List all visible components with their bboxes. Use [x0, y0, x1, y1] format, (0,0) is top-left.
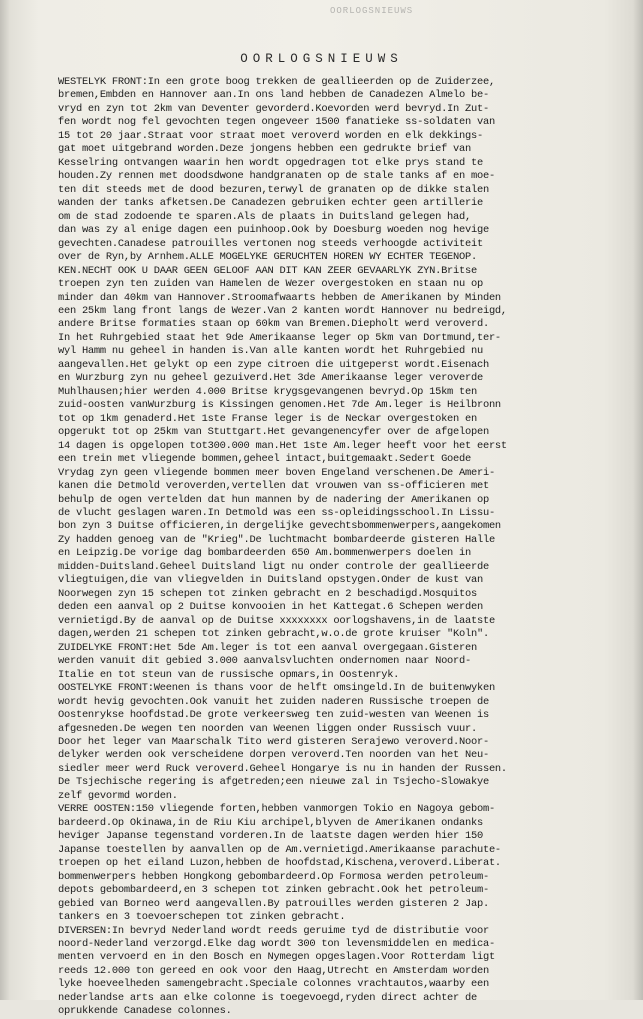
text-line: DIVERSEN:In bevryd Nederland wordt reeds geruime tyd de distributie voor [58, 924, 489, 937]
text-line: OOSTELYKE FRONT:Weenen is thans voor de helft omsingeld.In de buitenwyken [58, 682, 495, 695]
left-page-edge [0, 0, 10, 1000]
text-line: vryd en zyn tot 2km van Deventer gevorderd.Koevorden werd bevryd.In Zut- [58, 102, 489, 115]
text-line: 15 tot 20 jaar.Straat voor straat moet veroverd worden en elk dekkings- [58, 129, 483, 142]
text-line: reeds 12.000 ton gereed en ook voor den Haag,Utrecht en Amsterdam worden [58, 964, 489, 977]
text-line: vernietigd.By de aanval op de Duitse xxxxxxxx oorlogshavens,in de laatste [58, 614, 495, 627]
text-line: een trein met vliegende bommen,geheel intact,buitgemaakt.Sedert Goede [58, 453, 471, 466]
text-line: tot op 1km genaderd.Het 1ste Franse leger is de Neckar overgestoken en [58, 412, 477, 425]
text-line: Vrydag zyn geen vliegende bommen meer boven Engeland verschenen.De Ameri- [58, 466, 495, 479]
text-line: depots gebombardeerd,en 3 schepen tot zinken gebracht.Ook het petroleum- [58, 884, 489, 897]
text-line: Kesselring ontvangen waarin hen wordt opgedragen tot elke prys stand te [58, 156, 483, 169]
text-line: tankers en 3 toevoerschepen tot zinken gebracht. [58, 911, 346, 924]
text-line: In het Ruhrgebied staat het 9de Amerikaanse leger op 5km van Dortmund,ter- [58, 331, 501, 344]
text-line: wordt hevig gevochten.Ook vanuit het zuiden naderen Russische troepen de [58, 695, 489, 708]
text-line: dagen,werden 21 schepen tot zinken gebracht,w.o.de grote kruiser "Koln". [58, 628, 489, 641]
text-line: andere Britse formaties staan op 60km van Bremen.Diepholt werd veroverd. [58, 318, 489, 331]
text-line: wyl Hamm nu geheel in handen is.Van alle kanten wordt het Ruhrgebied nu [58, 345, 483, 358]
text-line: delyker werden ook verscheidene dorpen veroverd.Ten noorden van het Neu- [58, 749, 489, 762]
text-line: werden vanuit dit gebied 3.000 aanvalsvluchten ondernomen naar Noord- [58, 655, 471, 668]
text-line: kanen die Detmold veroverden,vertellen dat vrouwen van ss-officieren met [58, 480, 489, 493]
text-line: gevechten.Canadese patrouilles vertonen nog steeds verhoogde activiteit [58, 237, 483, 250]
text-line: om de stad zodoende te sparen.Als de plaats in Duitsland gelegen had, [58, 210, 471, 223]
text-line: afgesneden.De wegen ten noorden van Weenen liggen onder Russisch vuur. [58, 722, 477, 735]
text-line: Oostenrykse hoofdstad.De grote verkeersweg ten zuid-westen van Weenen is [58, 709, 489, 722]
text-line: Japanse toestellen by aanvallen op de Am.vernietigd.Amerikaanse parachute- [58, 843, 501, 856]
text-line: bremen,Embden en Hannover aan.In ons land hebben de Canadezen Almelo be- [58, 89, 489, 102]
text-line: noord-Nederland verzorgd.Elke dag wordt 300 ton levensmiddelen en medica- [58, 938, 495, 950]
text-line: midden-Duitsland.Geheel Duitsland ligt nu onder controle der geallieerde [58, 560, 489, 573]
text-line: ZUIDELYKE FRONT:Het 5de Am.leger is tot een aanval overgegaan.Gisteren [58, 641, 477, 654]
text-line: behulp de ogen vertelden dat hun mannen by de nadering der Amerikanen op [58, 493, 489, 506]
faint-header-strip: OORLOGSNIEUWS [330, 6, 414, 16]
text-line: De Tsjechische regering is afgetreden;een nieuwe zal in Tsjecho-Slowakye [58, 776, 489, 789]
text-line: ten dit steeds met de dood bezuren,terwyl de granaten op de dikke stalen [58, 183, 489, 196]
text-line: Italie en tot steun van de russische opmars,in Oostenryk. [58, 668, 400, 681]
text-line: 14 dagen is opgelopen tot300.000 man.Het 1ste Am.leger heeft voor het eerst [58, 439, 507, 452]
news-body [58, 76, 638, 1019]
text-line: troepen op het eiland Luzon,hebben de hoofdstad,Kischena,veroverd.Liberat. [58, 857, 501, 870]
text-line: WESTELYK FRONT:In een grote boog trekken de geallieerden op de Zuiderzee, [58, 76, 495, 88]
text-line: de vlucht geslagen waren.In Detmold was een ss-opleidingsschool.In Lissu- [58, 507, 495, 519]
text-line: zuid-oosten vanWurzburg is Kissingen genomen.Het 7de Am.leger is Heilbronn [58, 399, 501, 412]
text-line: Muhlhausen;hier werden 4.000 Britse krygsgevangenen bevryd.Op 15km ten [58, 385, 477, 398]
text-line: fen wordt nog fel gevochten tegen ongeveer 1500 fanatieke ss-soldaten van [58, 116, 495, 129]
text-line: Noorwegen zyn 15 schepen tot zinken gebracht en 2 beschadigd.Mosquitos [58, 587, 477, 600]
text-line: bommenwerpers hebben Hongkong gebombardeerd.Op Formosa werden petroleum- [58, 870, 489, 883]
text-line: nederlandse arts aan elke colonne is toegevoegd,ryden direct achter de [58, 991, 477, 1004]
text-line: een 25km lang front langs de Wezer.Van 2 kanten wordt Hannover nu bedreigd, [58, 304, 507, 317]
page-title: OORLOGSNIEUWS [240, 52, 403, 66]
text-line: Zy hadden genoeg van de "Krieg".De luchtmacht bombardeerde gisteren Halle [58, 533, 495, 546]
text-line: dan was zy al enige dagen een puinhoop.Ook by Doesburg woeden nog hevige [58, 224, 489, 237]
text-line: oprukkende Canadese colonnes. [58, 1005, 232, 1018]
text-line: lyke hoeveelheden samengebracht.Speciale colonnes vrachtautos,waarby een [58, 978, 489, 991]
text-line: gat moet uitgebrand worden.Deze jongens hebben een gedrukte brief van [58, 143, 471, 156]
text-line: en Wurzburg zyn nu geheel gezuiverd.Het 3de Amerikaanse leger veroverde [58, 372, 483, 385]
text-line: en Leipzig.De vorige dag bombardeerden 650 Am.bommenwerpers doelen in [58, 547, 471, 560]
text-line: opgerukt tot op 25km van Stuttgart.Het gevangenencyfer over de afgelopen [58, 426, 489, 439]
text-line: minder dan 40km van Hannover.Stroomafwaarts hebben de Amerikanen by Minden [58, 291, 501, 304]
text-line: deden een aanval op 2 Duitse konvooien in het Kattegat.6 Schepen werden [58, 601, 483, 614]
text-line: bon zyn 3 Duitse officieren,in dergelijke gevechtsbommenwerpers,aangekomen [58, 520, 501, 533]
text-line: heviger Japanse tegenstand vorderen.In de laatste dagen werden hier 150 [58, 830, 483, 843]
text-line: zelf gevormd worden. [58, 789, 178, 802]
text-line: KEN.NECHT OOK U DAAR GEEN GELOOF AAN DIT KAN ZEER GEVAARLYK ZYN.Britse [58, 264, 477, 277]
text-line: gebied van Borneo werd aangevallen.By patrouilles werden gisteren 2 Jap. [58, 897, 489, 910]
text-line: houden.Zy rennen met doodsdwone handgranaten op de stale tanks af en moe- [58, 170, 495, 183]
text-line: over de Ryn,by Arnhem.ALLE MOGELYKE GERUCHTEN HOREN WY ECHTER TEGENOP. [58, 251, 477, 264]
text-line: wanden der tanks afketsen.De Canadezen gebruiken echter geen artillerie [58, 197, 483, 210]
text-line: Door het leger van Maarschalk Tito werd gisteren Serajewo veroverd.Noor- [58, 735, 489, 748]
text-line: bardeerd.Op Okinawa,in de Riu Kiu archipel,blyven de Amerikanen ondanks [58, 816, 483, 829]
text-line: aangevallen.Het gelykt op een zype citroen die uitgeperst wordt.Eisenach [58, 358, 489, 371]
text-line: menten vervoerd en in den Bosch en Nymegen opgeslagen.Voor Rotterdam ligt [58, 951, 495, 964]
text-line: troepen zyn ten zuiden van Hamelen de Wezer overgestoken en staan nu op [58, 278, 483, 291]
text-line: siedler meer werd Ruck veroverd.Geheel Hongarye is nu in handen der Russen. [58, 762, 507, 775]
text-line: VERRE OOSTEN:150 vliegende forten,hebben vanmorgen Tokio en Nagoya gebom- [58, 803, 495, 816]
text-line: vliegtuigen,die van vliegvelden in Duitsland opstygen.Onder de kust van [58, 574, 483, 587]
